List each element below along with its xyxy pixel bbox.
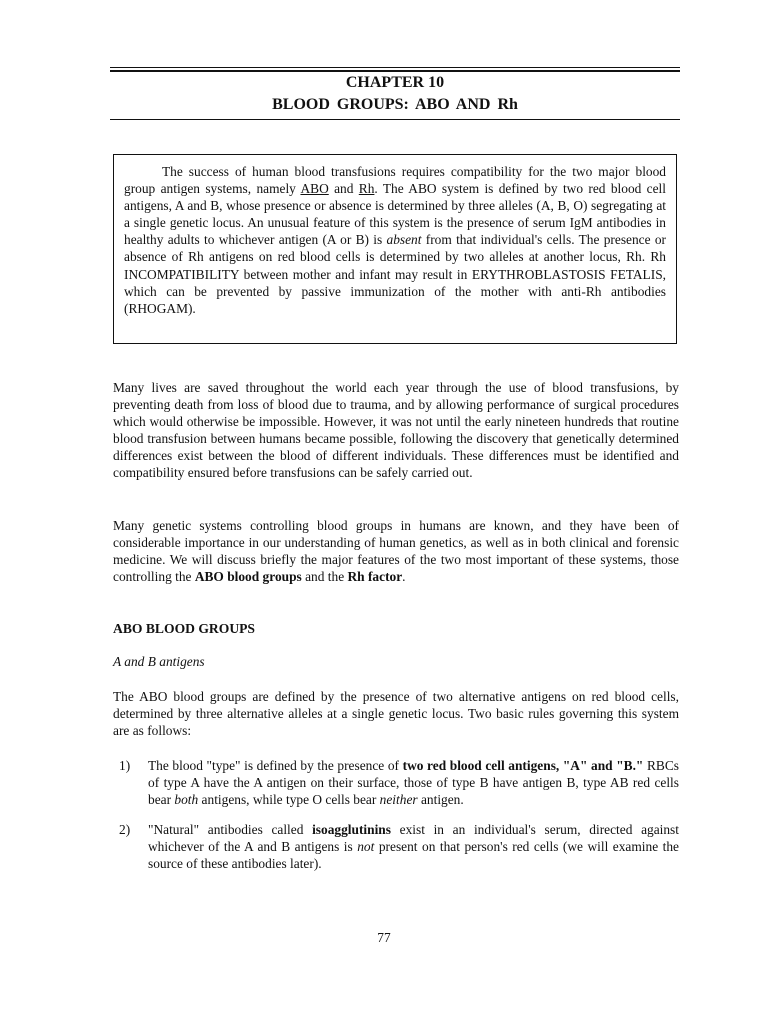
li2-italic-not: not — [357, 839, 375, 855]
li2-text-c: exist in an individual's serum, directed against whichever of the A and B antigens is — [148, 822, 679, 855]
li1-italic-neither: neither — [379, 792, 418, 808]
li1-text-c: RBCs of type A have the A antigen on their surface, those of type B have antigen B, type AB red cells bear — [148, 758, 679, 808]
subsection-heading-antigens: A and B antigens — [113, 654, 205, 669]
rules-list-2 — [113, 821, 679, 872]
header-rule-top-thin — [110, 67, 680, 68]
chapter-summary-box — [113, 154, 677, 344]
summary-text-3: from that individual's cells. The presence or absence of Rh antigens on red blood cells is determined by two alleles at another locus, Rh. Rh INCOMPATIBILITY between mother and infant may result in ERYTHROBLASTOSIS FETALIS, which can be prevented by passive immunization of the mother with anti-Rh antibodies (RHOGAM). — [124, 232, 666, 316]
p2-rh-bold: Rh factor — [347, 569, 403, 585]
li1-text-a: The blood "type" is defined by the presence of — [148, 758, 403, 773]
summary-rh-underlined: Rh — [358, 181, 375, 197]
li2-text-a: "Natural" antibodies called — [148, 822, 313, 837]
li2-bold-isoagglutinins: isoagglutinins — [312, 822, 391, 837]
li1-text-e: antigens, while type O cells bear — [198, 792, 380, 808]
chapter-title: BLOOD GROUPS: ABO AND Rh — [272, 96, 518, 113]
section-heading-abo: ABO BLOOD GROUPS — [113, 621, 255, 636]
summary-text-and: and — [328, 181, 359, 197]
li2-text-e: present on that person's red cells (we will examine the source of these antibodies later). — [148, 839, 679, 872]
list-number: 1) — [119, 758, 131, 773]
chapter-number: CHAPTER 10 — [345, 74, 445, 91]
summary-text-1: The success of human blood transfusions requires compatibility for the two major blood group antigen systems, namely — [124, 164, 666, 197]
li1-text-g: antigen. — [417, 792, 464, 808]
list-item — [113, 757, 679, 808]
header-rule-bottom — [110, 119, 680, 120]
summary-abo-underlined: ABO — [300, 181, 329, 197]
p2-text-a: Many genetic systems controlling blood groups in humans are known, and they have been of considerable importance in our understanding of human genetics, as well as in both clinical and forensic medicine. We will discuss briefly the major features of the two most important of these systems, those controlling the — [113, 518, 679, 585]
paragraph-genetic-systems — [113, 517, 679, 585]
paragraph-transfusions: Many lives are saved throughout the world each year through the use of blood transfusions, by preventing death from loss of blood due to trauma, and by allowing performance of surgical procedures which would otherwise be impossible. However, it was not until the early nineteen hundreds that routine blood transfusion between humans became possible, following the discovery that genetically determined differences exist between the blood of different individuals. These differences must be identified and compatibility ensured before transfusions can be safely carried out. — [113, 380, 679, 481]
page-number: 77 — [377, 930, 391, 945]
p2-abo-bold: ABO blood groups — [194, 569, 302, 585]
p2-text-mid: and the — [301, 569, 348, 585]
summary-text-2: . The ABO system is defined by two red blood cell antigens, A and B, whose presence or absence is determined by three alleles (A, B, O) segregating at a single genetic locus. An unusual feature of this system is the presence of serum IgM antibodies in healthy adults to whichever antigen (A or B) is — [124, 181, 667, 248]
chapter-heading — [110, 72, 680, 116]
summary-absent-italic: absent — [386, 232, 422, 248]
list-item — [113, 821, 679, 872]
paragraph-abo-defined: The ABO blood groups are defined by the presence of two alternative antigens on red blood cells, determined by three alternative alleles at a single genetic locus. Two basic rules governing this system are as follows: — [113, 689, 679, 739]
p2-text-end: . — [402, 569, 406, 585]
list-number: 2) — [119, 822, 131, 837]
li1-italic-both: both — [174, 792, 199, 808]
rules-list-1 — [113, 757, 679, 808]
li1-bold: two red blood cell antigens, "A" and "B." — [402, 758, 644, 773]
summary-paragraph — [124, 163, 666, 317]
